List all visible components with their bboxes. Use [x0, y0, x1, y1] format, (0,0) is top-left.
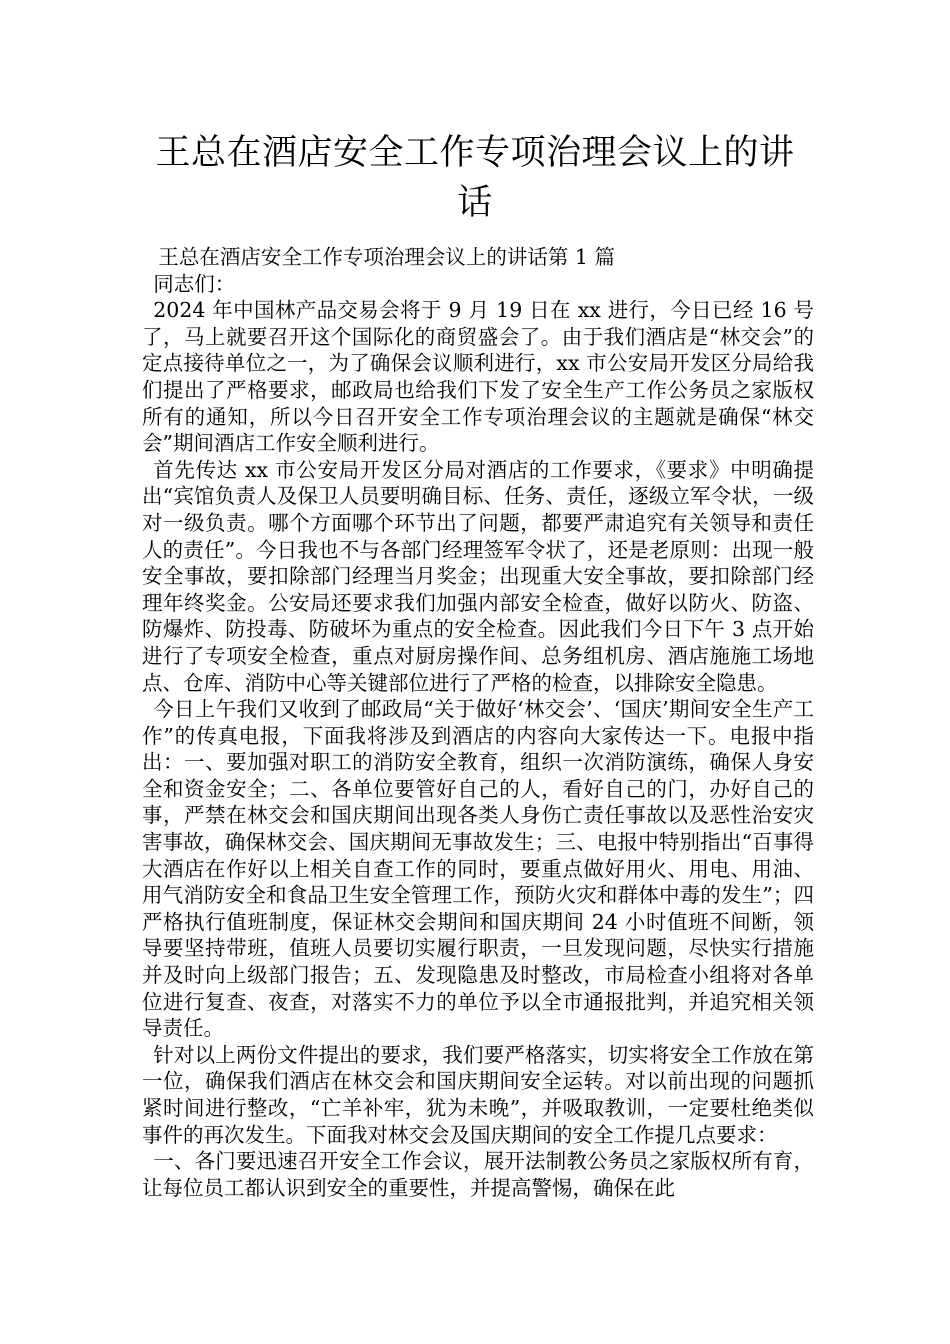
paragraph-5: 一、各门要迅速召开安全工作会议，展开法制教公务员之家版权所有育，让每位员工都认识到安全的重要性，并提高警惕，确保在此	[142, 1149, 814, 1200]
paragraph-1: 2024 年中国林产品交易会将于 9 月 19 日在 xx 进行，今日已经 16 号了，马上就要召开这个国际化的商贸盛会了。由于我们酒店是“林交会”的定点接待单位之一，为了确保会议顺利进行，xx 市公安局开发区分局给我们提出了严格要求，邮政局也给我们下发了安全生产工作公务员之家版权所有的通知，所以今日召开安全工作专项治理会议的主题就是确保“林交会”期间酒店工作安全顺利进行。	[142, 298, 814, 456]
document-subtitle: 王总在酒店安全工作专项治理会议上的讲话第 1 篇	[158, 245, 615, 269]
document-title: 王总在酒店安全工作专项治理会议上的讲话	[155, 133, 795, 223]
paragraph-3: 今日上午我们又收到了邮政局“关于做好‘林交会’、‘国庆’期间安全生产工作”的传真电报，下面我将涉及到酒店的内容向大家传达一下。电报中指出：一、要加强对职工的消防安全教育，组织一次消防演练，确保人身安全和资金安全；二、各单位要管好自己的人，看好自己的门，办好自己的事，严禁在林交会和国庆期间出现各类人身伤亡责任事故以及恶性治安灾害事故，确保林交会、国庆期间无事故发生；三、电报中特别指出“百事得大酒店在作好以上相关自查工作的同时，要重点做好用火、用电、用油、用气消防安全和食品卫生安全管理工作，预防火灾和群体中毒的发生”；四严格执行值班制度，保证林交会期间和国庆期间 24 小时值班不间断，领导要坚持带班，值班人员要切实履行职责，一旦发现问题，尽快实行措施并及时向上级部门报告；五、发现隐患及时整改，市局检查小组将对各单位进行复查、夜查，对落实不力的单位予以全市通报批判，并追究相关领导责任。	[142, 697, 814, 1041]
paragraph-4: 针对以上两份文件提出的要求，我们要严格落实，切实将安全工作放在第一位，确保我们酒店在林交会和国庆期间安全运转。对以前出现的问题抓紧时间进行整改，“亡羊补牢，犹为未晚”，并吸取教训，一定要杜绝类似事件的再次发生。下面我对林交会及国庆期间的安全工作提几点要求：	[142, 1042, 814, 1147]
paragraph-2: 首先传达 xx 市公安局开发区分局对酒店的工作要求，《要求》中明确提出“宾馆负责人及保卫人员要明确目标、任务、责任，逐级立军令状，一级对一级负责。哪个方面哪个环节出了问题，都要严肃追究有关领导和责任人的责任”。今日我也不与各部门经理签军令状了，还是老原则：出现一般安全事故，要扣除部门经理当月奖金；出现重大安全事故，要扣除部门经理年终奖金。公安局还要求我们加强内部安全检查，做好以防火、防盗、防爆炸、防投毒、防破坏为重点的安全检查。因此我们今日下午 3 点开始进行了专项安全检查，重点对厨房操作间、总务组机房、酒店施施工场地点、仓库、消防中心等关键部位进行了严格的检查，以排除安全隐患。	[142, 457, 814, 695]
greeting-line: 同志们：	[153, 271, 236, 296]
document-body	[142, 244, 814, 1201]
